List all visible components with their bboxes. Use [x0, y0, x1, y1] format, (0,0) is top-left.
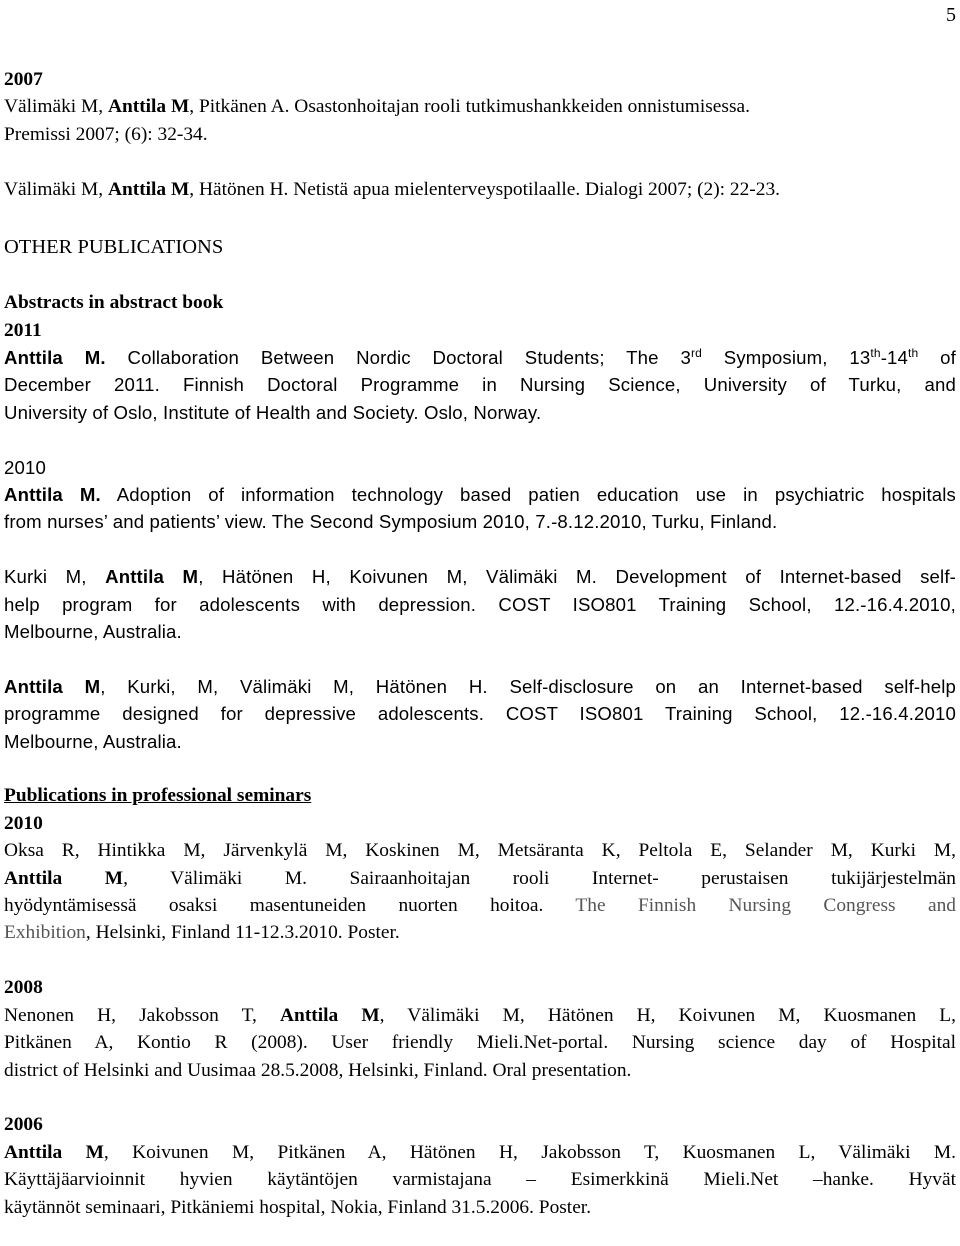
seminar-2008-line2: Pitkänen A, Kontio R (2008). User friendly Mieli.Net-portal. Nursing science day of Hospital — [4, 1032, 956, 1054]
subsection-heading-abstracts: Abstracts in abstract book — [4, 292, 224, 314]
section-heading-other-publications: OTHER PUBLICATIONS — [4, 236, 224, 259]
abstract-2011-line3: University of Oslo, Institute of Health and Society. Oslo, Norway. — [4, 401, 542, 423]
highlighted-author: Anttila M — [4, 675, 101, 697]
publication-2007-2 — [4, 176, 956, 203]
seminar-2010-line3: hyödyntämisessä osaksi masentuneiden nuorten hoitoa. The Finnish Nursing Congress and — [4, 895, 956, 917]
year-heading-2008: 2008 — [4, 977, 43, 999]
highlighted-author: Anttila M. — [4, 347, 106, 369]
seminar-2006-line2: Käyttäjäarvioinnit hyvien käytäntöjen varmistajana – Esimerkkinä Mieli.Net –hanke. Hyvät — [4, 1169, 956, 1191]
abstract-2010-line2: from nurses’ and patients’ view. The Second Symposium 2010, 7.-8.12.2010, Turku, Finland. — [4, 511, 778, 533]
abstract-2010b-line3: Melbourne, Australia. — [4, 621, 182, 643]
abstract-2010c-line1: Anttila M, Kurki, M, Välimäki M, Hätönen H. Self-disclosure on an Internet-based self-help — [4, 675, 956, 697]
seminar-2006-line3: käytännöt seminaari, Pitkäniemi hospital, Nokia, Finland 31.5.2006. Poster. — [4, 1196, 592, 1218]
abstract-2010b-line1: Kurki M, Anttila M, Hätönen H, Koivunen M, Välimäki M. Development of Internet-based self- — [4, 566, 956, 588]
document-body — [4, 66, 956, 1221]
highlighted-author: Anttila M — [4, 1141, 104, 1163]
highlighted-author: Anttila M — [107, 178, 190, 200]
abstract-2010b-line2: help program for adolescents with depression. COST ISO801 Training School, 12.-16.4.2010, — [4, 593, 956, 615]
congress-name-cont: Exhibition — [4, 922, 86, 944]
seminar-2010-line1: Oksa R, Hintikka M, Järvenkylä M, Koskinen M, Metsäranta K, Peltola E, Selander M, Kurki M, — [4, 840, 956, 862]
year-heading-2010: 2010 — [4, 456, 46, 478]
year-heading-2010-seminars: 2010 — [4, 812, 43, 834]
publication-2007-1-source: Premissi 2007; (6): 32-34. — [4, 123, 208, 145]
seminar-2010-line2: Anttila M, Välimäki M. Sairaanhoitajan rooli Internet- perustaisen tukijärjestelmän — [4, 867, 956, 889]
seminar-2008-line3: district of Helsinki and Uusimaa 28.5.2008, Helsinki, Finland. Oral presentation. — [4, 1059, 632, 1081]
abstract-2010-line1: Anttila M. Adoption of information technology based patien education use in psychiatric hospitals — [4, 484, 956, 506]
highlighted-author: Anttila M — [105, 566, 199, 588]
year-heading-2007: 2007 — [4, 69, 43, 90]
subsection-heading-seminars: Publications in professional seminars — [4, 785, 312, 807]
page-number: 5 — [946, 4, 956, 26]
authors-text: Välimäki M, — [4, 178, 108, 200]
abstract-2011-line2: December 2011. Finnish Doctoral Programme in Nursing Science, University of Turku, and — [4, 374, 956, 396]
title-text: , Hätönen H. Netistä apua mielenterveyspotilaalle. Dialogi 2007; (2): 22-23. — [189, 178, 780, 200]
highlighted-author: Anttila M — [4, 867, 124, 889]
abstract-2010c-line3: Melbourne, Australia. — [4, 730, 182, 752]
seminar-2008-line1: Nenonen H, Jakobsson T, Anttila M, Välimäki M, Hätönen H, Koivunen M, Kuosmanen L, — [4, 1004, 956, 1026]
publication-2007-1 — [4, 93, 956, 120]
seminar-2006-line1: Anttila M, Koivunen M, Pitkänen A, Hätönen H, Jakobsson T, Kuosmanen L, Välimäki M. — [4, 1141, 956, 1163]
abstract-2011-line1: Anttila M. Collaboration Between Nordic Doctoral Students; The 3rd Symposium, 13th-14th of — [4, 346, 956, 369]
abstract-2010c-line2: programme designed for depressive adolescents. COST ISO801 Training School, 12.-16.4.2010 — [4, 703, 956, 725]
highlighted-author: Anttila M — [107, 96, 190, 118]
congress-name: The Finnish Nursing Congress and — [575, 895, 956, 917]
year-heading-2006: 2006 — [4, 1114, 43, 1136]
highlighted-author: Anttila M. — [4, 484, 101, 506]
year-heading-2011: 2011 — [4, 319, 42, 341]
title-text: , Pitkänen A. Osastonhoitajan rooli tutkimushankkeiden onnistumisessa. — [189, 96, 750, 118]
authors-text: Välimäki M, — [4, 96, 108, 118]
highlighted-author: Anttila M — [280, 1004, 380, 1026]
seminar-2010-line4: Exhibition, Helsinki, Finland 11-12.3.2010. Poster. — [4, 922, 400, 944]
